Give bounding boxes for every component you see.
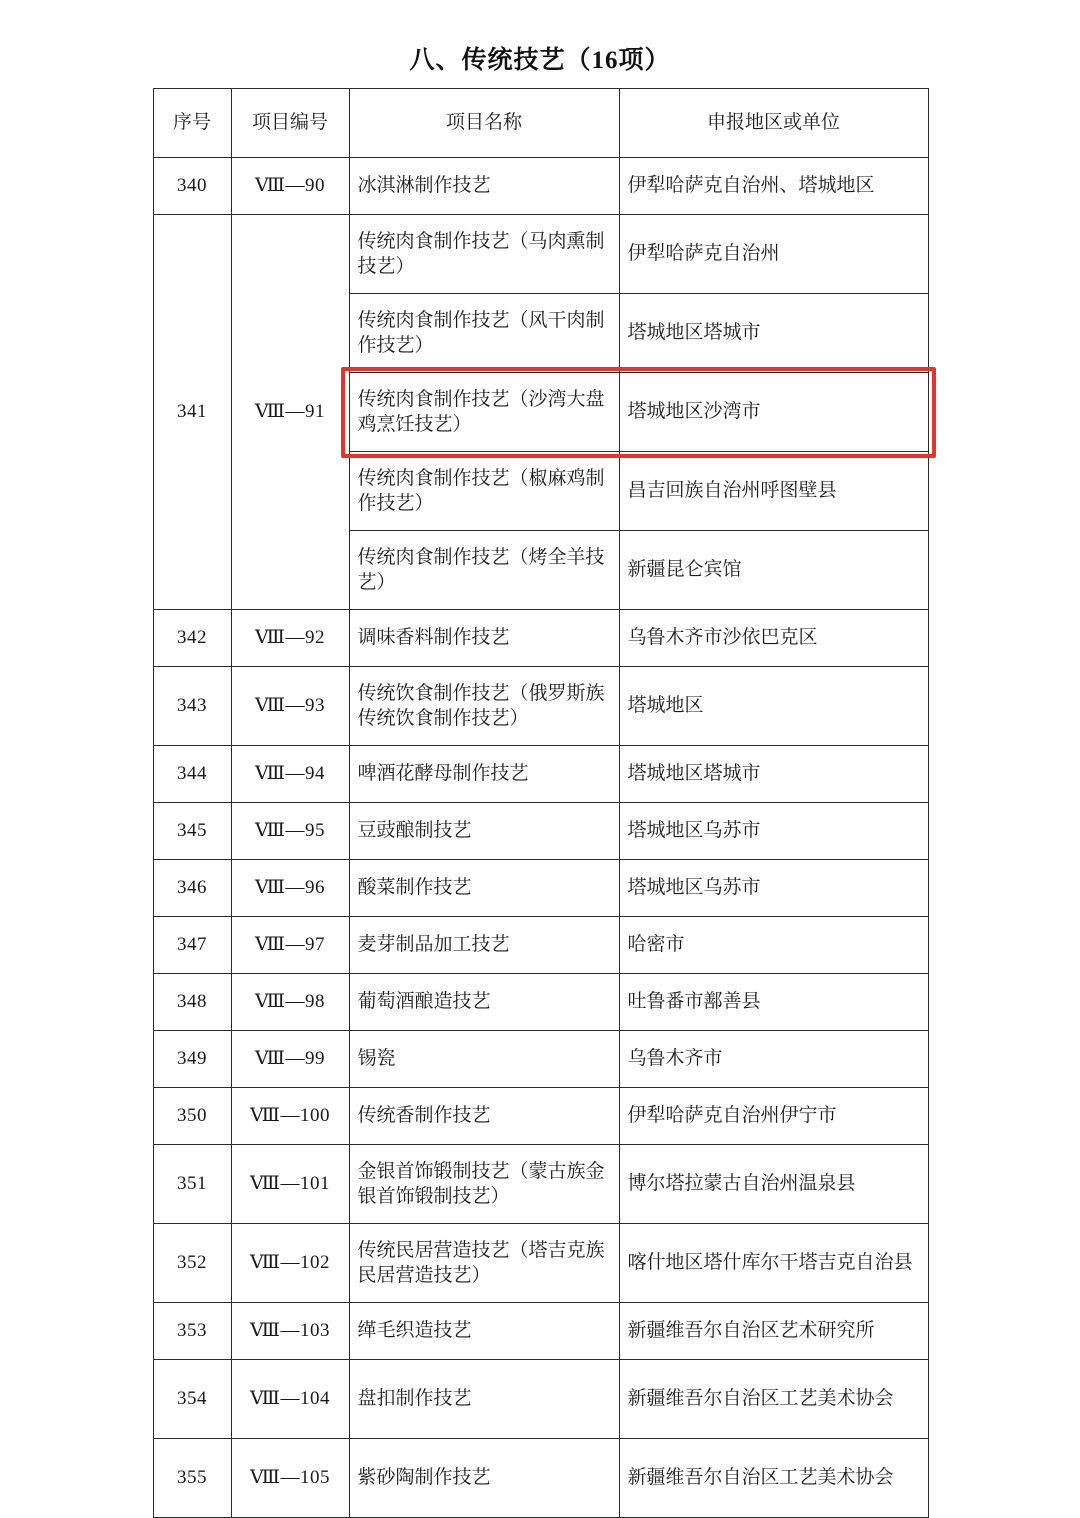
- cell-name: 冰淇淋制作技艺: [349, 158, 619, 215]
- cell-code: Ⅷ—92: [231, 610, 349, 667]
- table-row: [153, 1145, 928, 1224]
- cell-org: 新疆维吾尔自治区艺术研究所: [619, 1303, 928, 1360]
- cell-org: 博尔塔拉蒙古自治州温泉县: [619, 1145, 928, 1224]
- cell-name: 酸菜制作技艺: [349, 860, 619, 917]
- table-row: [153, 803, 928, 860]
- table-row: [153, 746, 928, 803]
- cell-code: Ⅷ—94: [231, 746, 349, 803]
- cell-code: Ⅷ—96: [231, 860, 349, 917]
- cell-org: 塔城地区塔城市: [619, 294, 928, 373]
- cell-code: Ⅷ—105: [231, 1439, 349, 1518]
- table-row: [153, 1088, 928, 1145]
- cell-no: 346: [153, 860, 231, 917]
- cell-org: 塔城地区沙湾市: [619, 373, 928, 452]
- table-header-row: [153, 89, 928, 158]
- column-header-org: 申报地区或单位: [619, 89, 928, 158]
- cell-code: Ⅷ—90: [231, 158, 349, 215]
- cell-org: 新疆昆仑宾馆: [619, 531, 928, 610]
- cell-name: 传统香制作技艺: [349, 1088, 619, 1145]
- table-row: [153, 1360, 928, 1439]
- table-row: [153, 1031, 928, 1088]
- cell-code: Ⅷ—91: [231, 215, 349, 610]
- cell-no: 352: [153, 1224, 231, 1303]
- cell-code: Ⅷ—102: [231, 1224, 349, 1303]
- table-row: [153, 1439, 928, 1518]
- table-row: [153, 610, 928, 667]
- cell-code: Ⅷ—98: [231, 974, 349, 1031]
- cell-name: 啤酒花酵母制作技艺: [349, 746, 619, 803]
- cell-org: 吐鲁番市鄯善县: [619, 974, 928, 1031]
- cell-name: 传统肉食制作技艺（马肉熏制技艺）: [349, 215, 619, 294]
- cell-no: 349: [153, 1031, 231, 1088]
- cell-name: 金银首饰锻制技艺（蒙古族金银首饰锻制技艺）: [349, 1145, 619, 1224]
- cell-org: 哈密市: [619, 917, 928, 974]
- column-header-no: 序号: [153, 89, 231, 158]
- cell-code: Ⅷ—103: [231, 1303, 349, 1360]
- cell-no: 345: [153, 803, 231, 860]
- cell-org: 伊犁哈萨克自治州伊宁市: [619, 1088, 928, 1145]
- cell-org: 昌吉回族自治州呼图壁县: [619, 452, 928, 531]
- cell-name: 传统肉食制作技艺（沙湾大盘鸡烹饪技艺）: [349, 373, 619, 452]
- column-header-name: 项目名称: [349, 89, 619, 158]
- cell-no: 347: [153, 917, 231, 974]
- cell-no: 340: [153, 158, 231, 215]
- heritage-items-table: [153, 88, 929, 1518]
- cell-org: 塔城地区: [619, 667, 928, 746]
- table-row: [153, 860, 928, 917]
- cell-name: 麦芽制品加工技艺: [349, 917, 619, 974]
- cell-no: 342: [153, 610, 231, 667]
- cell-org: 新疆维吾尔自治区工艺美术协会: [619, 1360, 928, 1439]
- table-row: [153, 974, 928, 1031]
- column-header-code: 项目编号: [231, 89, 349, 158]
- cell-name: 传统饮食制作技艺（俄罗斯族传统饮食制作技艺）: [349, 667, 619, 746]
- table-row: [153, 917, 928, 974]
- cell-no: 343: [153, 667, 231, 746]
- table-row: [153, 1224, 928, 1303]
- cell-code: Ⅷ—93: [231, 667, 349, 746]
- cell-no: 355: [153, 1439, 231, 1518]
- cell-org: 乌鲁木齐市: [619, 1031, 928, 1088]
- cell-org: 新疆维吾尔自治区工艺美术协会: [619, 1439, 928, 1518]
- table-row: [153, 158, 928, 215]
- table-row: [153, 1303, 928, 1360]
- cell-name: 传统肉食制作技艺（烤全羊技艺）: [349, 531, 619, 610]
- cell-code: Ⅷ—100: [231, 1088, 349, 1145]
- table-row: [153, 667, 928, 746]
- cell-code: Ⅷ—99: [231, 1031, 349, 1088]
- cell-no: 341: [153, 215, 231, 610]
- cell-name: 传统民居营造技艺（塔吉克族民居营造技艺）: [349, 1224, 619, 1303]
- table-container: [153, 88, 928, 1518]
- cell-no: 348: [153, 974, 231, 1031]
- cell-code: Ⅷ—95: [231, 803, 349, 860]
- cell-code: Ⅷ—97: [231, 917, 349, 974]
- cell-name: 缂毛织造技艺: [349, 1303, 619, 1360]
- cell-org: 塔城地区塔城市: [619, 746, 928, 803]
- table-row: [153, 215, 928, 294]
- cell-org: 喀什地区塔什库尔干塔吉克自治县: [619, 1224, 928, 1303]
- cell-code: Ⅷ—101: [231, 1145, 349, 1224]
- cell-org: 伊犁哈萨克自治州、塔城地区: [619, 158, 928, 215]
- cell-org: 塔城地区乌苏市: [619, 860, 928, 917]
- table-header: [153, 89, 928, 158]
- cell-no: 353: [153, 1303, 231, 1360]
- cell-org: 乌鲁木齐市沙依巴克区: [619, 610, 928, 667]
- cell-name: 盘扣制作技艺: [349, 1360, 619, 1439]
- page-title: 八、传统技艺（16项）: [409, 47, 671, 74]
- cell-no: 351: [153, 1145, 231, 1224]
- cell-name: 锡瓷: [349, 1031, 619, 1088]
- cell-org: 伊犁哈萨克自治州: [619, 215, 928, 294]
- cell-name: 调味香料制作技艺: [349, 610, 619, 667]
- cell-no: 354: [153, 1360, 231, 1439]
- cell-name: 紫砂陶制作技艺: [349, 1439, 619, 1518]
- cell-org: 塔城地区乌苏市: [619, 803, 928, 860]
- cell-name: 传统肉食制作技艺（风干肉制作技艺）: [349, 294, 619, 373]
- cell-code: Ⅷ—104: [231, 1360, 349, 1439]
- cell-name: 传统肉食制作技艺（椒麻鸡制作技艺）: [349, 452, 619, 531]
- cell-name: 葡萄酒酿造技艺: [349, 974, 619, 1031]
- table-body: [153, 158, 928, 1518]
- cell-name: 豆豉酿制技艺: [349, 803, 619, 860]
- cell-no: 344: [153, 746, 231, 803]
- cell-no: 350: [153, 1088, 231, 1145]
